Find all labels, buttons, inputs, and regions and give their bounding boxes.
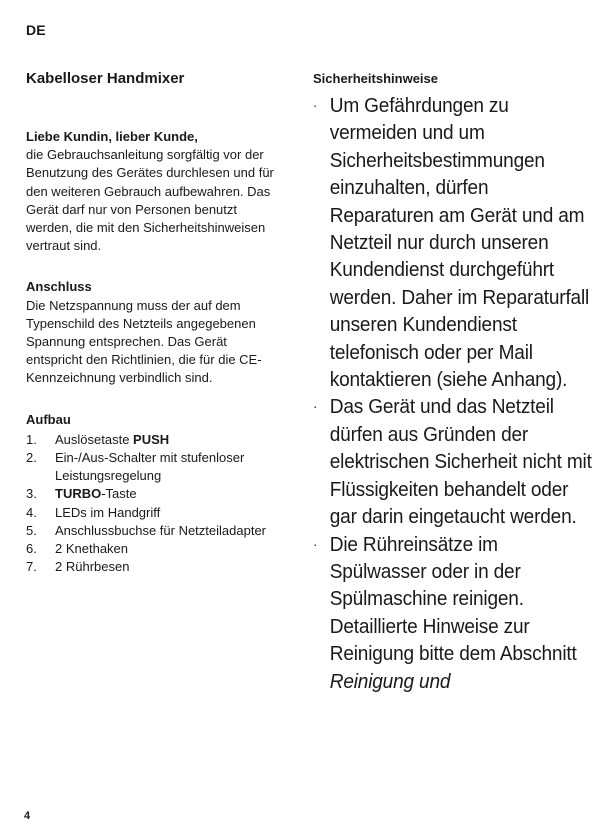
greeting-heading: Liebe Kundin, lieber Kunde, [26,129,198,144]
bullet-icon: · [313,535,318,552]
list-item [26,504,286,522]
item-bold: PUSH [133,431,170,447]
list-item [26,540,286,558]
bullet-icon: · [313,97,318,113]
bullet-text: Das Gerät und das Netzteil dürfen aus Gründen der elektrischen Sicherheit nicht mit Flüssigkeiten behandelt oder gar darin eingetaucht werden. [329,395,592,529]
list-item [26,431,286,449]
item-number: 4. [26,504,37,520]
item-number: 3. [26,486,37,502]
item-text: 2 Rührbesen [55,559,130,575]
anschluss-heading: Anschluss [26,279,92,295]
item-number: 1. [26,431,37,447]
item-text: Ein-/Aus-Schalter mit stufenloser Leistungsregelung [55,450,245,484]
parts-list [26,431,286,577]
language-label: DE [26,22,46,38]
right-column [313,70,593,695]
item-text: 2 Knethaken [55,541,129,557]
list-item [26,449,286,485]
item-number: 2. [26,450,37,466]
anschluss-section [26,278,286,387]
item-text: Anschlussbuchse für Netzteiladapter [55,522,267,538]
item-number: 6. [26,541,37,557]
bullet-text: Um Gefährdungen zu vermeiden und um Sicherheitsbestimmungen einzuhalten, dürfen Reparaturen am Gerät und am Netzteil nur durch unseren Kundendienst durchgeführt werden. Daher im Reparaturfall unseren Kundendienst telefonisch oder per Mail kontaktieren (siehe Anhang). [329,94,590,392]
aufbau-section [26,411,286,577]
item-number: 5. [26,522,37,538]
anschluss-body: Die Netzspannung muss der auf dem Typenschild des Netzteils angegebenen Spannung entsprechen. Das Gerät entspricht den Richtlinien, die für die CE-Kennzeichnung verbindlich sind. [26,297,262,386]
item-number: 7. [26,559,37,575]
list-item [26,485,286,503]
greeting-section [26,128,286,255]
list-item [26,522,286,540]
document-title: Kabelloser Handmixer [26,70,185,87]
item-bold: TURBO [55,486,102,502]
aufbau-heading: Aufbau [26,411,71,427]
greeting-body: die Gebrauchsanleitung sorgfältig vor der Benutzung des Gerätes durchlesen und für den weiteren Gebrauch aufbewahren. Das Gerät darf nur von Personen benutzt werden, die mit den Sicherheitshinweisen vertraut sind. [26,147,274,254]
section-reference: Reinigung und [329,669,451,693]
list-item [313,531,592,695]
list-item [313,92,592,393]
left-column [26,70,286,576]
item-text: TURBO-Taste [55,486,137,502]
safety-heading: Sicherheitshinweise [313,71,438,86]
page-number: 4 [24,810,31,822]
bullet-text: Die Rühreinsätze im Spülwasser oder in der Spülmaschine reinigen. Detaillierte Hinweise zur Reinigung bitte dem Abschnitt Reinigung und [329,532,577,693]
safety-list [313,92,593,695]
list-item [26,558,286,576]
bullet-icon: · [313,398,318,415]
list-item [313,393,592,530]
item-text: LEDs im Handgriff [55,504,161,520]
item-text: Auslösetaste PUSH [55,431,170,447]
